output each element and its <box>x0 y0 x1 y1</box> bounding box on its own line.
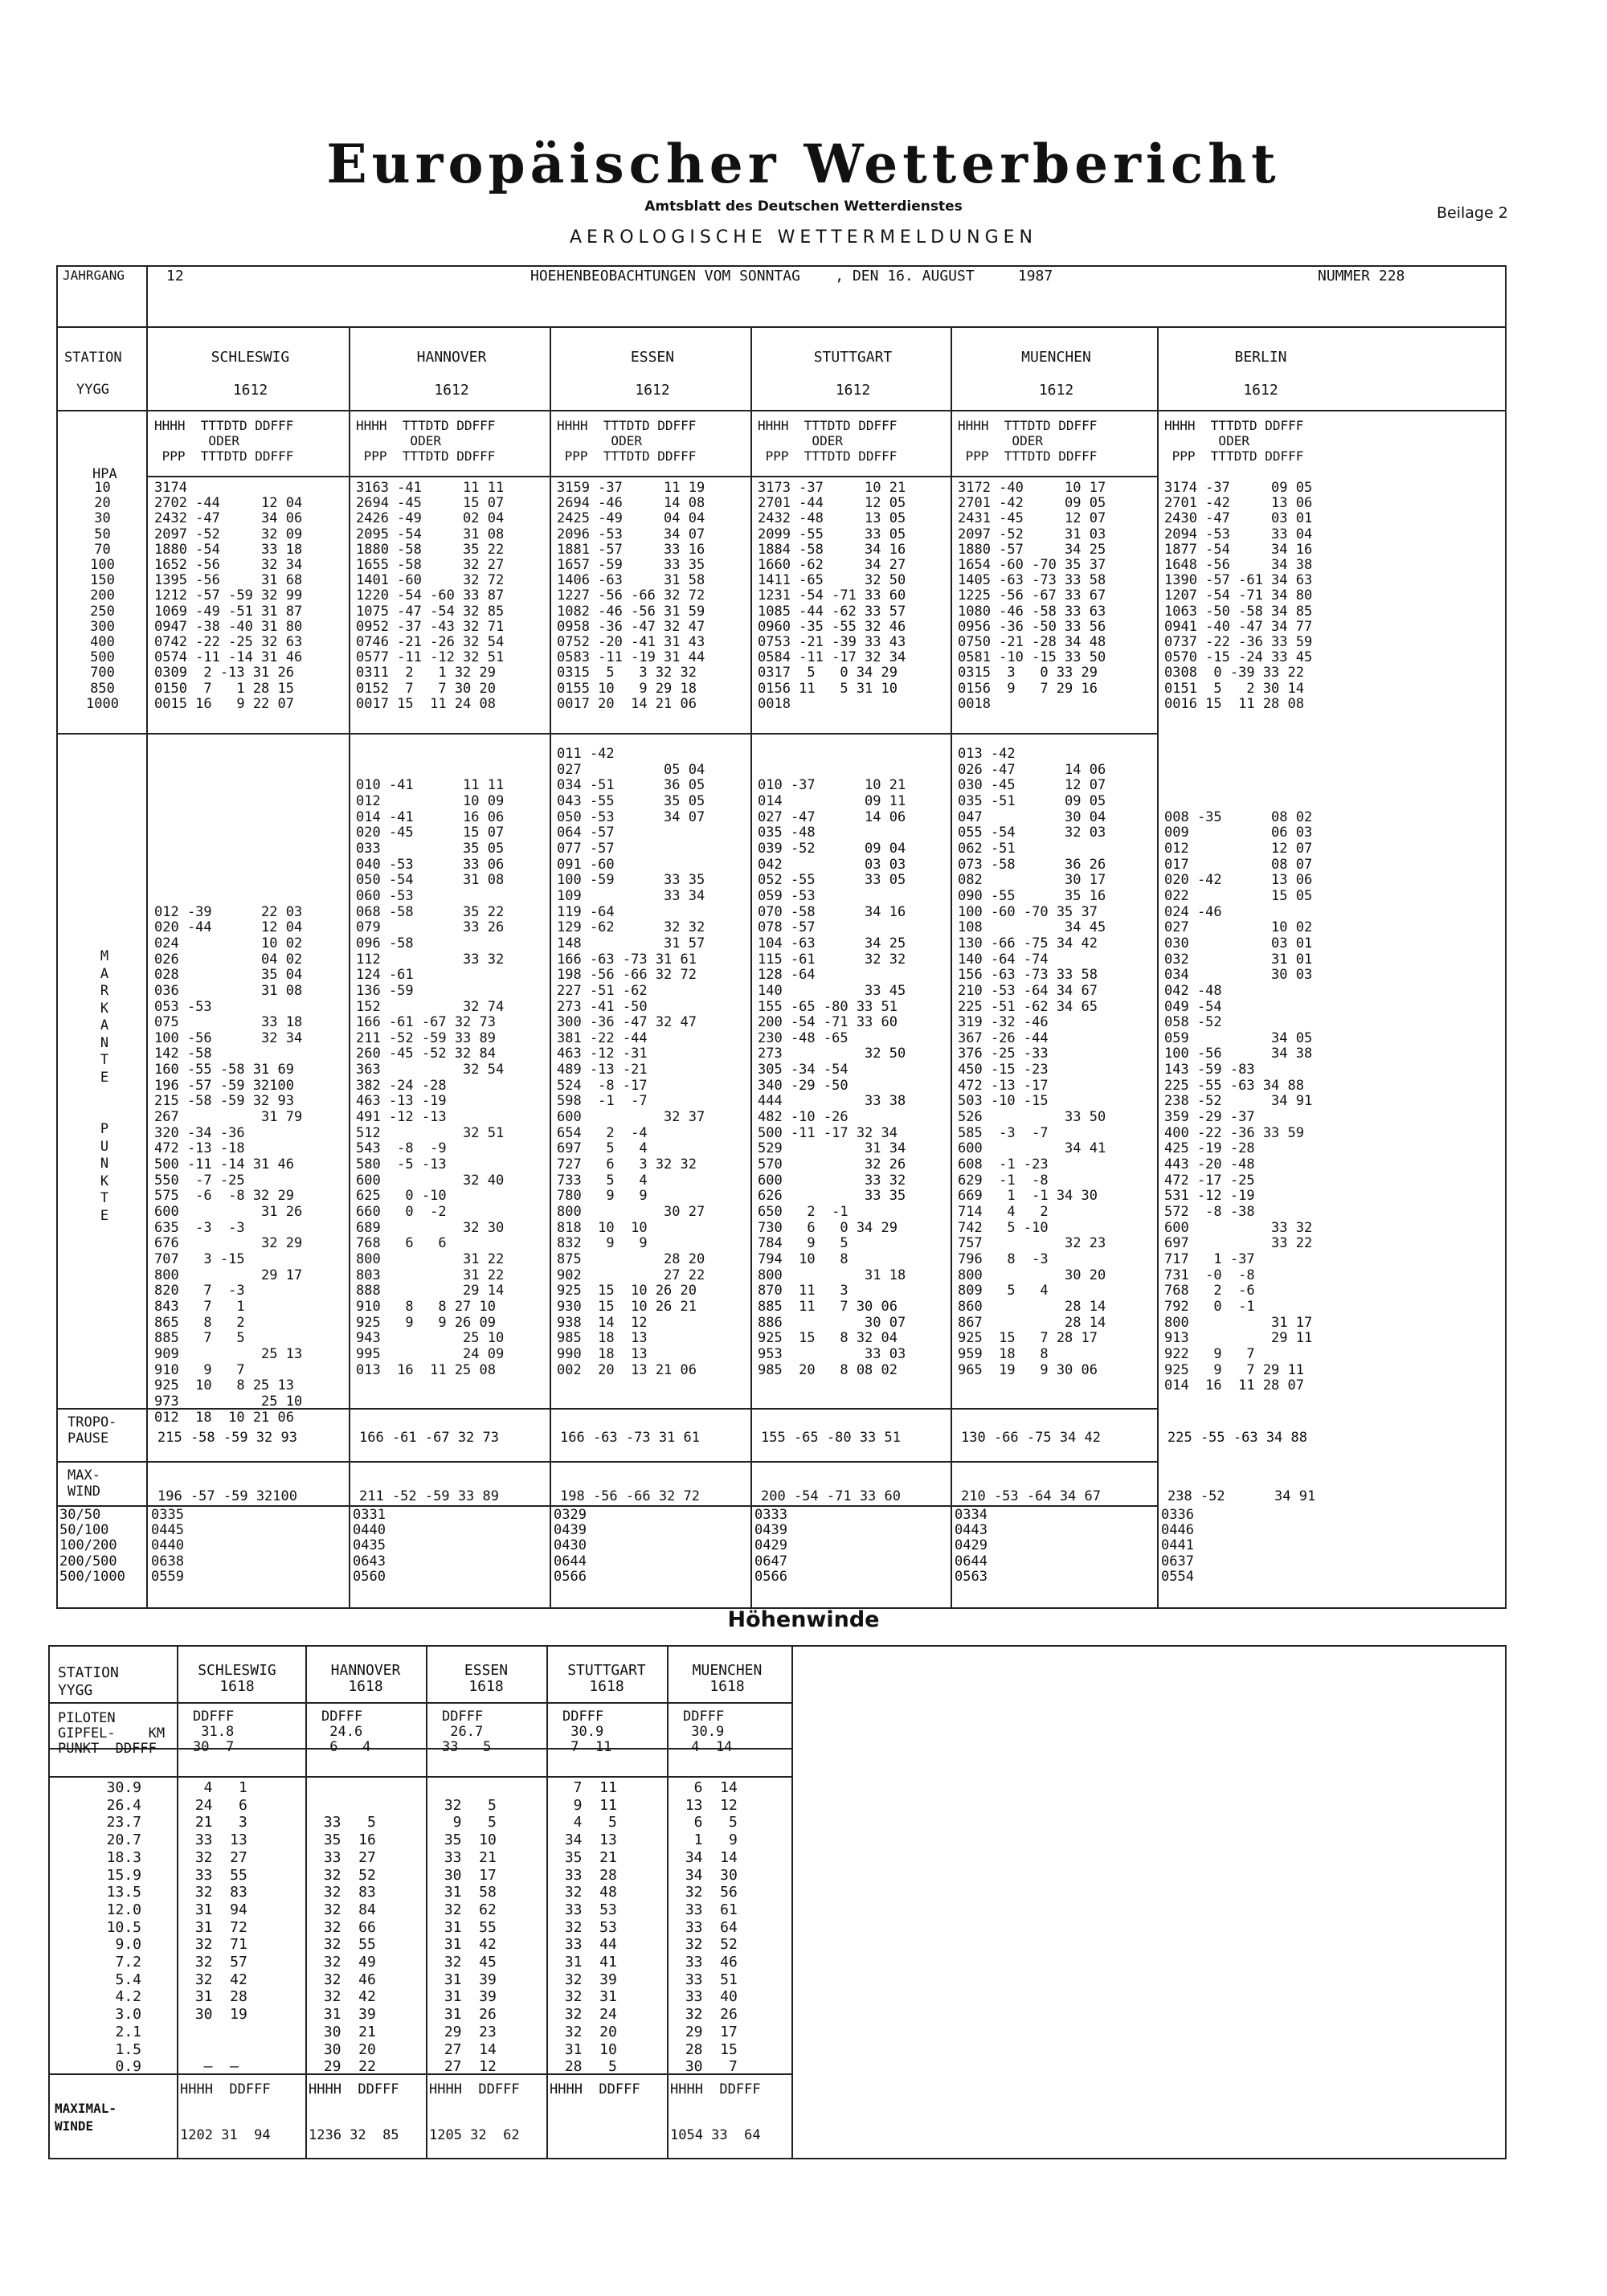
hw-max-value: 1236 32 85 <box>309 2127 399 2143</box>
hw-station-yygg: 1618 <box>709 1678 745 1695</box>
station-label: STATION <box>64 350 122 366</box>
hw-station-name: MUENCHEN <box>692 1662 763 1679</box>
station-yygg: 1612 <box>635 382 670 399</box>
column-header: HHHH TTTDTD DDFFF ODER PPP TTTDTD DDFFF <box>154 418 294 464</box>
hw-km-levels: 30.9 26.4 23.7 20.7 18.3 15.9 13.5 12.0 10.5 9.0 7.2 5.4 4.2 3.0 2.1 1.5 0.9 <box>106 1779 141 2076</box>
standard-levels: 3172 -40 10 17 2701 -42 09 05 2431 -45 12 07 2097 -52 31 03 1880 -57 34 25 1654 -60 -70 35 37 1405 -63 -73 33 58 1225 -56 -67 33 67 1080 -46 -58 33 63 0956 -36 -50 33 56 0750 -21 -28 34 48 0581 -10 -15 33 50 0315 3 0 33 29 0156 9 7 29 16 0018 <box>958 480 1106 712</box>
maxwind-value: 198 -56 -66 32 72 <box>560 1488 700 1504</box>
significant-levels: 010 -37 10 21 014 09 11 027 -47 14 06 035 -48 039 -52 09 04 042 03 03 052 -55 33 05 059 -53 070 -58 34 16 078 -57 104 -63 34 25 115 -61 32 32 128 -64 140 33 45 155 -65 -80 33 51 200 -54 -71 33 60 230 -48 -65 273 32 50 305 -34 -54 340 -29 -50 444 33 38 482 -10 -26 500 -11 -17 32 34 529 31 34 570 32 26 600 33 32 626 33 35 650 2 -1 730 6 0 34 29 784 9 5 794 10 8 800 31 18 870 11 3 885 11 7 30 06 886 30 07 925 15 8 32 04 953 33 03 985 20 8 08 02 <box>758 777 906 1378</box>
hw-station-name: SCHLESWIG <box>198 1662 276 1679</box>
hw-max-value: 1202 31 94 <box>180 2127 271 2143</box>
column-header: HHHH TTTDTD DDFFF ODER PPP TTTDTD DDFFF <box>356 418 496 464</box>
hw-max-head: HHHH DDFFF <box>429 2081 520 2098</box>
hw-maxwinde-label: MAXIMAL- WINDE <box>55 2101 117 2134</box>
significant-levels: 012 -39 22 03 020 -44 12 04 024 10 02 026 04 02 028 35 04 036 31 08 053 -53 075 33 18 100 -56 32 34 142 -58 160 -55 -58 31 69 196 -57 -59 32100 215 -58 -59 32 93 267 31 79 320 -34 -36 472 -13 -18 500 -11 -14 31 46 550 -7 -25 575 -6 -8 32 29 600 31 26 635 -3 -3 676 32 29 707 3 -15 800 29 17 820 7 -3 843 7 1 865 8 2 885 7 5 909 25 13 910 9 7 925 10 8 25 13 973 25 10 012 18 10 21 06 <box>154 903 303 1426</box>
station-name: SCHLESWIG <box>211 349 290 366</box>
standard-levels: 3159 -37 11 19 2694 -46 14 08 2425 -49 04 04 2096 -53 34 07 1881 -57 33 16 1657 -59 33 35 1406 -63 31 58 1227 -56 -66 32 72 1082 -46 -56 31 59 0958 -36 -47 32 47 0752 -20 -41 31 43 0583 -11 -19 31 44 0315 5 3 32 32 0155 10 9 29 18 0017 20 14 21 06 <box>557 480 705 712</box>
station-yygg: 1612 <box>835 382 871 399</box>
tropopause-value: 215 -58 -59 32 93 <box>157 1430 297 1446</box>
hw-station-label: STATION YYGG <box>58 1664 119 1699</box>
hw-gipfel: DDFFF 24.6 6 4 <box>321 1709 371 1755</box>
column-header: HHHH TTTDTD DDFFF ODER PPP TTTDTD DDFFF <box>1164 418 1304 464</box>
hw-max-head: HHHH DDFFF <box>670 2081 761 2098</box>
tropopause-label: TROPO- PAUSE <box>67 1414 117 1447</box>
standard-levels: 3174 2702 -44 12 04 2432 -47 34 06 2097 -52 32 09 1880 -54 33 18 1652 -56 32 34 1395 -56 31 68 1212 -57 -59 32 99 1069 -49 -51 31 87 0947 -38 -40 31 80 0742 -22 -25 32 63 0574 -11 -14 31 46 0309 2 -13 31 26 0150 7 1 28 15 0015 16 9 22 07 <box>154 480 303 712</box>
tropopause-value: 166 -61 -67 32 73 <box>359 1430 499 1446</box>
markante-punkte-label: M A R K A N T E P U N K T E <box>100 948 109 1224</box>
hw-station-yygg: 1618 <box>589 1678 624 1695</box>
hw-max-head: HHHH DDFFF <box>180 2081 271 2098</box>
tropopause-value: 130 -66 -75 34 42 <box>961 1430 1101 1446</box>
significant-levels: 010 -41 11 11 012 10 09 014 -41 16 06 020 -45 15 07 033 35 05 040 -53 33 06 050 -54 31 08 060 -53 068 -58 35 22 079 33 26 096 -58 112 33 32 124 -61 136 -59 152 32 74 166 -61 -67 32 73 211 -52 -59 33 89 260 -45 -52 32 84 363 32 54 382 -24 -28 463 -13 -19 491 -12 -13 512 32 51 543 -8 -9 580 -5 -13 600 32 40 625 0 -10 660 0 -2 689 32 30 768 6 6 800 31 22 803 31 22 888 29 14 910 8 8 27 10 925 9 9 26 09 943 25 10 995 24 09 013 16 11 25 08 <box>356 777 505 1378</box>
hw-gipfel: DDFFF 30.9 4 14 <box>683 1709 733 1755</box>
station-yygg: 1612 <box>1038 382 1074 399</box>
maxwind-value: 196 -57 -59 32100 <box>157 1488 297 1504</box>
hw-station-name: HANNOVER <box>330 1662 401 1679</box>
column-header: HHHH TTTDTD DDFFF ODER PPP TTTDTD DDFFF <box>557 418 697 464</box>
tropopause-value: 155 -65 -80 33 51 <box>761 1430 901 1446</box>
observation-date: HOEHENBEOBACHTUNGEN VOM SONNTAG , DEN 16. AUGUST 1987 <box>530 268 1053 284</box>
hw-max-head: HHHH DDFFF <box>309 2081 399 2098</box>
hw-station-yygg: 1618 <box>348 1678 383 1695</box>
maxwind-label: MAX- WIND <box>67 1467 100 1500</box>
hw-station-yygg: 1618 <box>468 1678 504 1695</box>
hoehenwinde-title: Höhenwinde <box>727 1607 880 1632</box>
beilage-label: Beilage 2 <box>1437 204 1508 222</box>
layer-values: 0333 0439 0429 0647 0566 <box>754 1507 787 1585</box>
issue-number: NUMMER 228 <box>1318 268 1405 284</box>
tropopause-value: 166 -63 -73 31 61 <box>560 1430 700 1446</box>
station-name: ESSEN <box>630 349 675 366</box>
hw-gipfel: DDFFF 26.7 33 5 <box>442 1709 492 1755</box>
pressure-levels: 10 20 30 50 70 100 150 200 250 300 400 500 700 850 1000 <box>86 480 119 712</box>
hw-station-name: ESSEN <box>464 1662 509 1679</box>
hw-station-name: STUTTGART <box>567 1662 646 1679</box>
section-title: AEROLOGISCHE WETTERMELDUNGEN <box>569 227 1037 248</box>
page-title: Europäischer Wetterbericht <box>326 133 1281 195</box>
significant-levels: 011 -42 027 05 04 034 -51 36 05 043 -55 35 05 050 -53 34 07 064 -57 077 -57 091 -60 100 -59 33 35 109 33 34 119 -64 129 -62 32 32 148 31 57 166 -63 -73 31 61 198 -56 -66 32 72 227 -51 -62 273 -41 -50 300 -36 -47 32 47 381 -22 -44 463 -12 -31 489 -13 -21 524 -8 -17 598 -1 -7 600 32 37 654 2 -4 697 5 4 727 6 3 32 32 733 5 4 780 9 9 800 30 27 818 10 10 832 9 9 875 28 20 902 27 22 925 15 10 26 20 930 15 10 26 21 938 14 12 985 18 13 990 18 13 002 20 13 21 06 <box>557 746 705 1378</box>
hw-winds: 33 5 35 16 33 27 32 52 32 83 32 84 32 66 32 55 32 49 32 46 32 42 31 39 30 21 30 20 29 22 <box>323 1814 376 2076</box>
layer-values: 0335 0445 0440 0638 0559 <box>151 1507 184 1585</box>
maxwind-value: 211 -52 -59 33 89 <box>359 1488 499 1504</box>
maxwind-value: 210 -53 -64 34 67 <box>961 1488 1101 1504</box>
layer-values: 0329 0439 0430 0644 0566 <box>554 1507 587 1585</box>
hw-max-value: 1054 33 64 <box>670 2127 761 2143</box>
layer-values: 0334 0443 0429 0644 0563 <box>955 1507 988 1585</box>
yygg-label: YYGG <box>76 382 109 398</box>
subtitle: Amtsblatt des Deutschen Wetterdienstes <box>644 198 963 215</box>
hw-max-head: HHHH DDFFF <box>550 2081 640 2098</box>
significant-levels: 013 -42 026 -47 14 06 030 -45 12 07 035 -51 09 05 047 30 04 055 -54 32 03 062 -51 073 -58 36 26 082 30 17 090 -55 35 16 100 -60 -70 35 37 108 34 45 130 -66 -75 34 42 140 -64 -74 156 -63 -73 33 58 210 -53 -64 34 67 225 -51 -62 34 65 319 -32 -46 367 -26 -44 376 -25 -33 450 -15 -23 472 -13 -17 503 -10 -15 526 33 50 585 -3 -7 600 34 41 608 -1 -23 629 -1 -8 669 1 -1 34 30 714 4 2 742 5 -10 757 32 23 796 8 -3 800 30 20 809 5 4 860 28 14 867 28 14 925 15 7 28 17 959 18 8 965 19 9 30 06 <box>958 746 1106 1378</box>
layer-labels: 30/50 50/100 100/200 200/500 500/1000 <box>59 1507 125 1585</box>
station-name: STUTTGART <box>813 349 893 366</box>
layer-values: 0336 0446 0441 0637 0554 <box>1161 1507 1194 1585</box>
hw-winds: 32 5 9 5 35 10 33 21 30 17 31 58 32 62 31 55 31 42 32 45 31 39 31 39 31 26 29 23 27 14 27 12 <box>444 1796 497 2076</box>
standard-levels: 3163 -41 11 11 2694 -45 15 07 2426 -49 02 04 2095 -54 31 08 1880 -58 35 22 1655 -58 32 27 1401 -60 32 72 1220 -54 -60 33 87 1075 -47 -54 32 85 0952 -37 -43 32 71 0746 -21 -26 32 54 0577 -11 -12 32 51 0311 2 1 32 29 0152 7 7 30 20 0017 15 11 24 08 <box>356 480 505 712</box>
hw-gipfel: DDFFF 30.9 7 11 <box>562 1709 612 1755</box>
layer-values: 0331 0440 0435 0643 0560 <box>353 1507 386 1585</box>
standard-levels: 3173 -37 10 21 2701 -44 12 05 2432 -48 13 05 2099 -55 33 05 1884 -58 34 16 1660 -62 34 27 1411 -65 32 50 1231 -54 -71 33 60 1085 -44 -62 33 57 0960 -35 -55 32 46 0753 -21 -39 33 43 0584 -11 -17 32 34 0317 5 0 34 29 0156 11 5 31 10 0018 <box>758 480 906 712</box>
standard-levels: 3174 -37 09 05 2701 -42 13 06 2430 -47 03 01 2094 -53 33 04 1877 -54 34 16 1648 -56 34 38 1390 -57 -61 34 63 1207 -54 -71 34 80 1063 -50 -58 34 85 0941 -40 -47 34 77 0737 -22 -36 33 59 0570 -15 -24 33 45 0308 0 -39 33 22 0151 5 2 30 14 0016 15 11 28 08 <box>1164 480 1313 712</box>
significant-levels: 008 -35 08 02 009 06 03 012 12 07 017 08 07 020 -42 13 06 022 15 05 024 -46 027 10 02 030 03 01 032 31 01 034 30 03 042 -48 049 -54 058 -52 059 34 05 100 -56 34 38 143 -59 -83 225 -55 -63 34 88 238 -52 34 91 359 -29 -37 400 -22 -36 33 59 425 -19 -28 443 -20 -48 472 -17 -25 531 -12 -19 572 -8 -38 600 33 32 697 33 22 717 1 -37 731 -0 -8 768 2 -6 792 0 -1 800 31 17 913 29 11 922 9 7 925 9 7 29 11 014 16 11 28 07 <box>1164 808 1313 1394</box>
hw-winds: 7 11 9 11 4 5 34 13 35 21 33 28 32 48 33 53 32 53 33 44 31 41 32 39 32 31 32 24 32 20 31 10 28 5 <box>564 1779 617 2076</box>
station-yygg: 1612 <box>232 382 268 399</box>
jahrgang-value: 12 <box>166 268 184 284</box>
station-name: HANNOVER <box>416 349 487 366</box>
hw-piloten-label: PILOTEN GIPFEL- KM PUNKT DDFFF <box>58 1710 166 1757</box>
maxwind-value: 200 -54 -71 33 60 <box>761 1488 901 1504</box>
column-header: HHHH TTTDTD DDFFF ODER PPP TTTDTD DDFFF <box>758 418 898 464</box>
hw-max-value: 1205 32 62 <box>429 2127 520 2143</box>
column-header: HHHH TTTDTD DDFFF ODER PPP TTTDTD DDFFF <box>958 418 1098 464</box>
station-name: MUENCHEN <box>1021 349 1091 366</box>
jahrgang-label: JAHRGANG <box>63 268 125 283</box>
station-name: BERLIN <box>1234 349 1287 366</box>
hpa-label: HPA <box>92 466 117 482</box>
tropopause-value: 225 -55 -63 34 88 <box>1167 1430 1307 1446</box>
hw-gipfel: DDFFF 31.8 30 7 <box>193 1709 235 1755</box>
hw-winds: 4 1 24 6 21 3 33 13 32 27 33 55 32 83 31 94 31 72 32 71 32 57 32 42 31 28 30 19 — — <box>194 1779 247 2076</box>
hw-winds: 6 14 13 12 6 5 1 9 34 14 34 30 32 56 33 61 33 64 32 52 33 46 33 51 33 40 32 26 29 17 28 15 30 7 <box>685 1779 738 2076</box>
station-yygg: 1612 <box>1243 382 1278 399</box>
hw-station-yygg: 1618 <box>219 1678 255 1695</box>
maxwind-value: 238 -52 34 91 <box>1167 1488 1316 1504</box>
station-yygg: 1612 <box>434 382 469 399</box>
